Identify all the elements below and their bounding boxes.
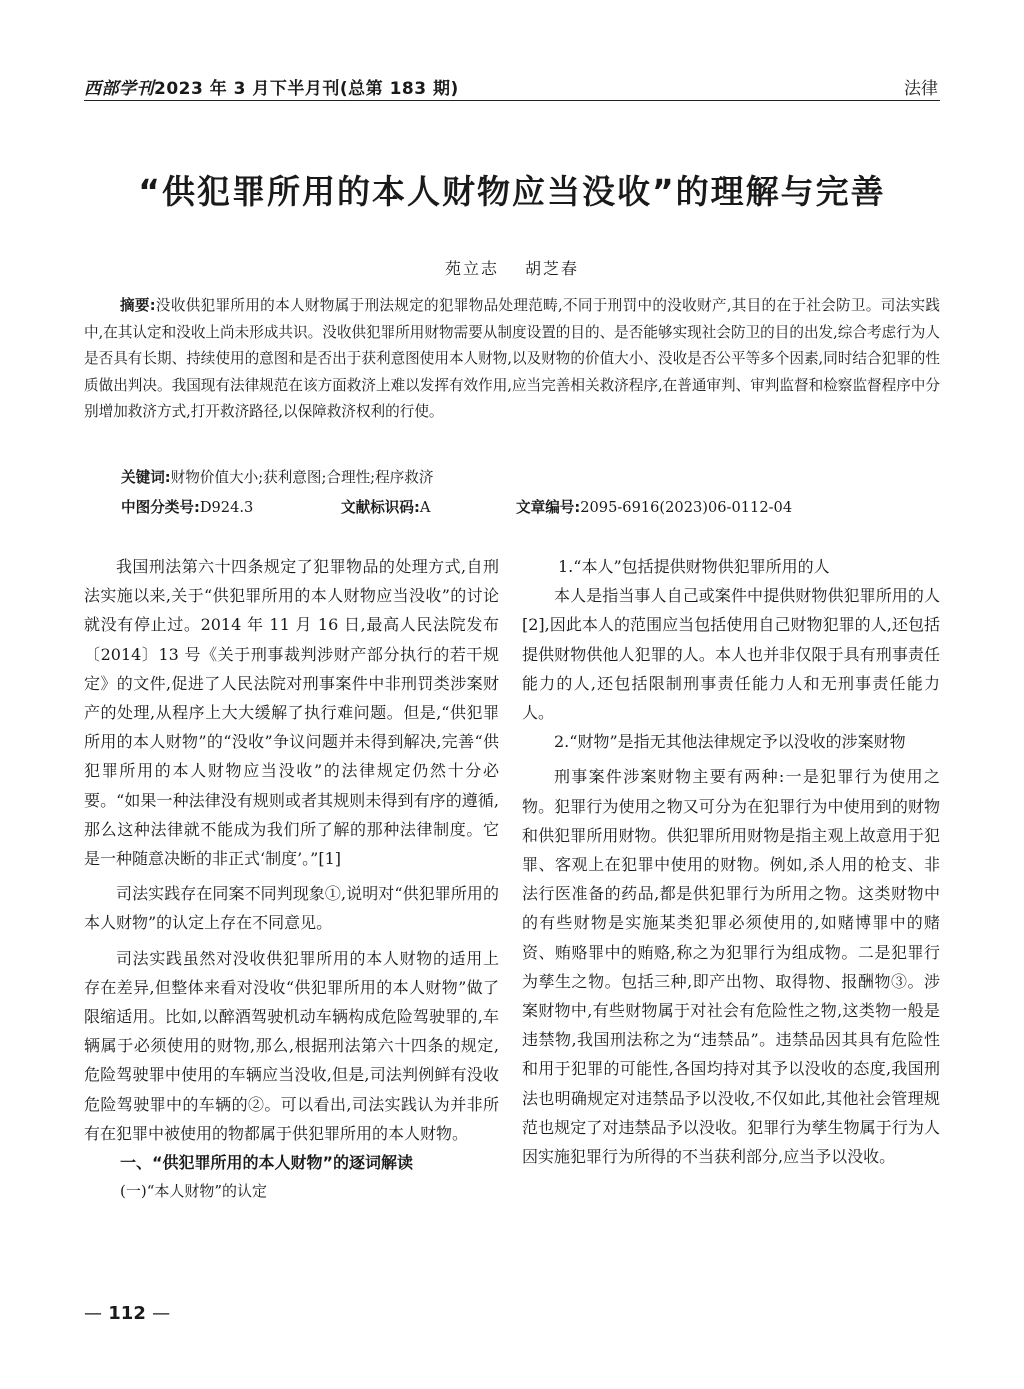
clc-number	[121, 497, 341, 519]
keywords-label: 关键词:	[121, 469, 171, 486]
doc-value: A	[419, 499, 431, 516]
keywords	[121, 467, 433, 489]
clc-label: 中图分类号:	[121, 499, 200, 516]
journal-issue-text: 2023 年 3 月下半月刊(总第 183 期)	[154, 79, 459, 99]
abstract-label: 摘要:	[120, 297, 156, 314]
page-dash: —	[84, 1303, 102, 1324]
sub-heading: 1.“本人”包括提供财物供犯罪所用的人	[558, 557, 830, 576]
section-heading: 一、“供犯罪所用的本人财物”的逐词解读	[120, 1153, 414, 1173]
right-column	[522, 552, 940, 1171]
journal-issue	[84, 74, 459, 99]
classification-row	[121, 497, 792, 519]
body-paragraph: 我国刑法第六十四条规定了犯罪物品的处理方式,自刑法实施以来,关于“供犯罪所用的本人财物应当没收”的讨论就没有停止过。2014 年 11 月 16 日,最高人民法院发布〔2014〕13 号《关于刑事裁判涉财产部分执行的若干规定》的文件,促进了人民法院对刑事案件中非刑罚类涉案财产的处理,从程序上大大缓解了执行难问题。但是,“供犯罪所用的本人财物”的“没收”争议问题并未得到解决,完善“供犯罪所用的本人财物应当没收”的法律规定仍然十分必要。“如果一种法律没有规则或者其规则未得到有序的遵循,那么这种法律就不能成为我们所了解的那种法律制度。它是一种随意决断的非正式‘制度’。”[1]	[84, 557, 499, 869]
doc-label: 文献标识码:	[341, 499, 420, 516]
article-value: 2095-6916(2023)06-0112-04	[580, 499, 793, 516]
article-label: 文章编号:	[516, 499, 581, 516]
author-name: 苑立志	[444, 259, 499, 278]
body-paragraph: 司法实践虽然对没收供犯罪所用的本人财物的适用上存在差异,但整体来看对没收“供犯罪所用的本人财物”做了限缩适用。比如,以醉酒驾驶机动车辆构成危险驾驶罪的,车辆属于必须使用的财物,那么,根据刑法第六十四条的规定,危险驾驶罪中使用的车辆应当没收,但是,司法判例鲜有没收危险驾驶罪中的车辆的②。可以看出,司法实践认为并非所有在犯罪中被使用的物都属于供犯罪所用的本人财物。	[84, 948, 499, 1143]
abstract-text: 没收供犯罪所用的本人财物属于刑法规定的犯罪物品处理范畴,不同于刑罚中的没收财产,其目的在于社会防卫。司法实践中,在其认定和没收上尚未形成共识。没收供犯罪所用财物需要从制度设置的目的、是否能够实现社会防卫的目的出发,综合考虑行为人是否具有长期、持续使用的意图和是否出于获利意图使用本人财物,以及财物的价值大小、没收是否公平等多个因素,同时结合犯罪的性质做出判决。我国现有法律规范在该方面救济上难以发挥有效作用,应当完善相关救济程序,在普通审判、审判监督和检察监督程序中分别增加救济方式,打开救济路径,以保障救济权利的行使。	[84, 297, 940, 421]
doc-code	[341, 497, 516, 519]
authors	[0, 256, 1024, 279]
article-number	[516, 497, 792, 519]
subsection-heading: (一)“本人财物”的认定	[120, 1182, 268, 1201]
clc-value: D924.3	[199, 499, 254, 516]
page-number	[84, 1303, 170, 1324]
author-name: 胡芝春	[525, 259, 580, 278]
keywords-text: 财物价值大小;获利意图;合理性;程序救济	[170, 469, 434, 486]
running-header	[84, 70, 940, 101]
abstract	[84, 293, 940, 426]
body-paragraph: 本人是指当事人自己或案件中提供财物供犯罪所用的人[2],因此本人的范围应当包括使用自己财物犯罪的人,还包括提供财物供他人犯罪的人。本人也并非仅限于具有刑事责任能力的人,还包括限制刑事责任能力人和无刑事责任能力人。	[522, 586, 940, 723]
page-number-value: 112	[108, 1303, 146, 1324]
body-paragraph: 司法实践存在同案不同判现象①,说明对“供犯罪所用的本人财物”的认定上存在不同意见。	[84, 884, 499, 933]
sub-heading: 2.“财物”是指无其他法律规定予以没收的涉案财物	[554, 732, 906, 752]
page-dash: —	[152, 1303, 171, 1324]
article-title: “供犯罪所用的本人财物应当没收”的理解与完善	[138, 172, 886, 211]
left-column	[84, 552, 499, 1206]
section-label: 法律	[904, 79, 938, 99]
journal-logo: 西部学刊	[84, 79, 154, 99]
body-paragraph: 刑事案件涉案财物主要有两种:一是犯罪行为使用之物。犯罪行为使用之物又可分为在犯罪行为中使用到的财物和供犯罪所用财物。供犯罪所用财物是指主观上故意用于犯罪、客观上在犯罪中使用的财物。例如,杀人用的枪支、非法行医准备的药品,都是供犯罪行为所用之物。这类财物中的有些财物是实施某类犯罪必须使用的,如赌博罪中的赌资、贿赂罪中的贿赂,称之为犯罪行为组成物。二是犯罪行为孳生之物。包括三种,即产出物、取得物、报酬物③。涉案财物中,有些财物属于对社会有危险性之物,这类物一般是违禁物,我国刑法称之为“违禁品”。违禁品因其具有危险性和用于犯罪的可能性,各国均持对其予以没收的态度,我国刑法也明确规定对违禁品予以没收,不仅如此,其他社会管理规范也规定了对违禁品予以没收。犯罪行为孳生物属于行为人因实施犯罪行为所得的不当获利部分,应当予以没收。	[522, 767, 940, 1167]
